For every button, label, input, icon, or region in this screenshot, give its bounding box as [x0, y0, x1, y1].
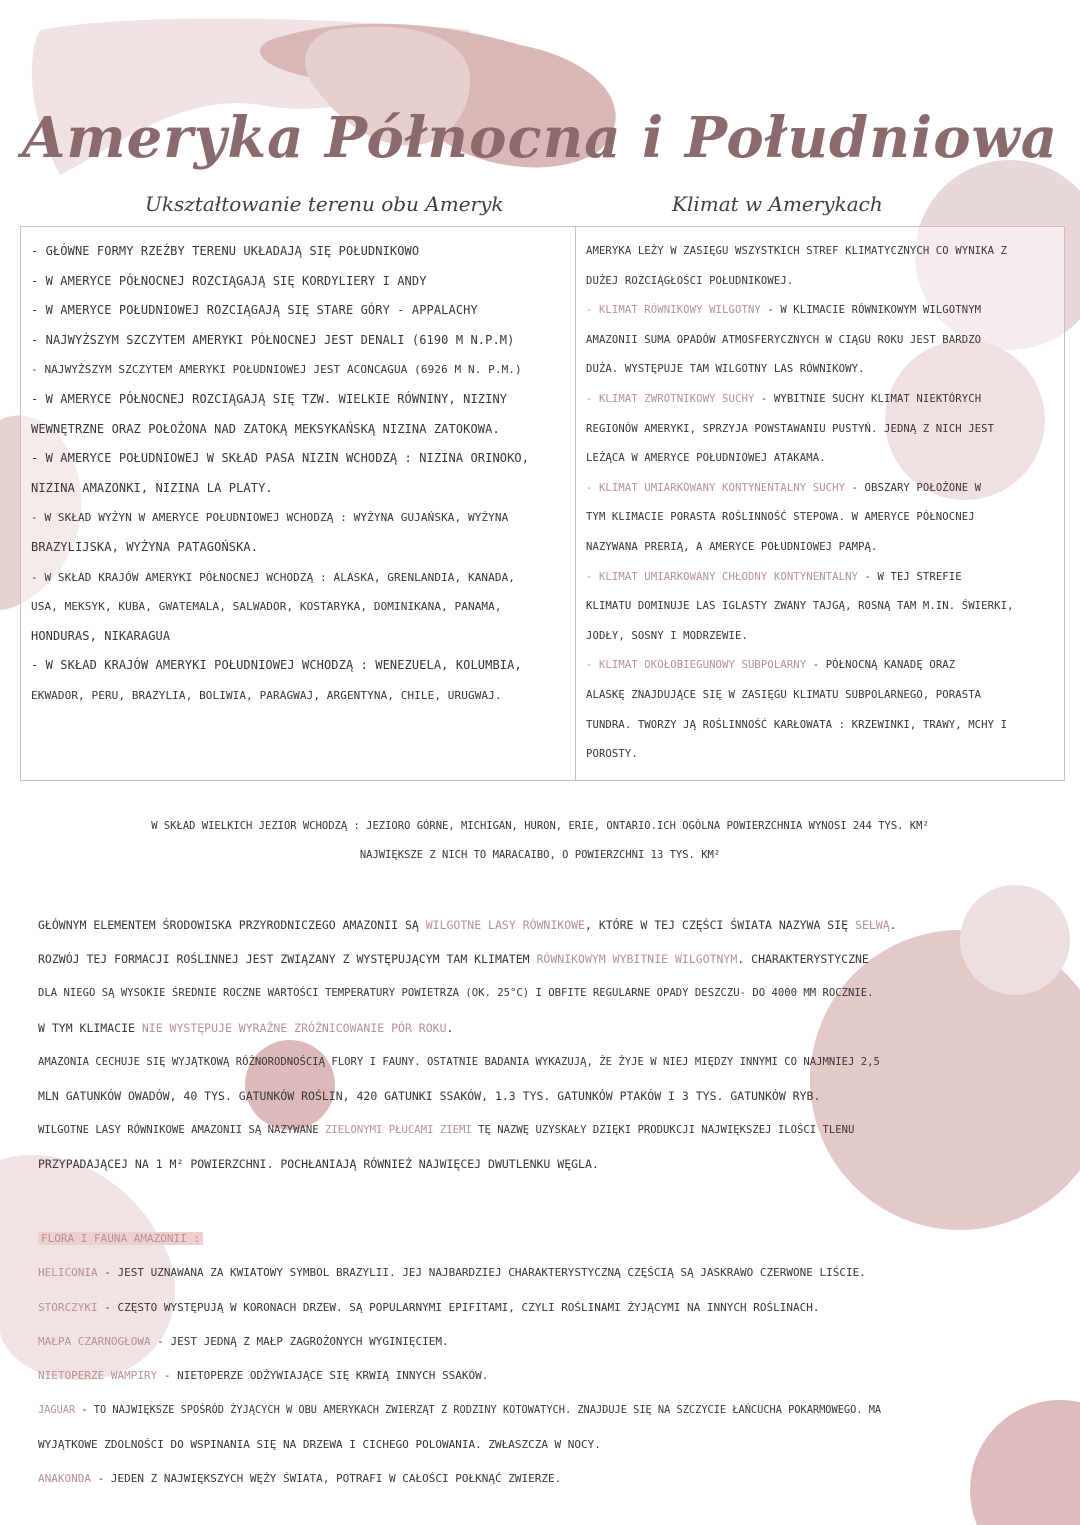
- climate-list: [586, 237, 1058, 770]
- terrain-line: - NAJWYŻSZYM SZCZYTEM AMERYKI POŁUDNIOWEJ JEST ACONCAGUA (6926 M N. P.M.): [31, 363, 522, 377]
- terrain-line: - NAJWYŻSZYM SZCZYTEM AMERYKI PÓŁNOCNEJ JEST DENALI (6190 M N.P.M): [31, 332, 515, 347]
- flora-item: ANAKONDA - JEDEN Z NAJWIĘKSZYCH WĘŻY ŚWIATA, POTRAFI W CAŁOŚCI POŁKNĄĆ ZWIERZE.: [38, 1472, 562, 1486]
- flora-item: WYJĄTKOWE ZDOLNOŚCI DO WSPINANIA SIĘ NA DRZEWA I CICHEGO POLOWANIA. ZWŁASZCZA W NOCY.: [38, 1437, 601, 1451]
- flora-item: STORCZYKI - CZĘSTO WYSTĘPUJĄ W KORONACH DRZEW. SĄ POPULARNYMI EPIFITAMI, CZYLI ROŚLINAMI ŻYJĄCYMI NA INNYCH ROŚLINACH.: [38, 1300, 820, 1314]
- climate-line: JODŁY, SOSNY I MODRZEWIE.: [586, 629, 748, 642]
- climate-line: - KLIMAT RÓWNIKOWY WILGOTNY - W KLIMACIE RÓWNIKOWYM WILGOTNYM: [586, 304, 982, 317]
- climate-line: - KLIMAT OKOŁOBIEGUNOWY SUBPOLARNY - PÓŁNOCNĄ KANADĘ ORAZ: [586, 659, 956, 672]
- climate-line: KLIMATU DOMINUJE LAS IGLASTY ZWANY TAJGĄ, ROSNĄ TAM M.IN. ŚWIERKI,: [586, 600, 1014, 613]
- climate-line: LEŻĄCA W AMERYCE POŁUDNIOWEJ ATAKAMA.: [586, 452, 826, 465]
- flora-item: JAGUAR - TO NAJWIĘKSZE SPOŚRÓD ŻYJĄCYCH W OBU AMERYKACH ZWIERZĄT Z RODZINY KOTOWATYCH. ZNAJDUJE SIĘ NA SZCZYCIE ŁAŃCUCHA POKARMOWEGO. MA: [38, 1404, 882, 1417]
- terrain-line: - W AMERYCE POŁUDNIOWEJ ROZCIĄGAJĄ SIĘ STARE GÓRY - APPALACHY: [31, 303, 478, 318]
- climate-name: - KLIMAT OKOŁOBIEGUNOWY SUBPOLARNY: [586, 659, 807, 672]
- climate-line: DUŻEJ ROZCIĄGŁOŚCI POŁUDNIKOWEJ.: [586, 274, 794, 287]
- lakes-line: W SKŁAD WIELKICH JEZIOR WCHODZĄ : JEZIORO GÓRNE, MICHIGAN, HURON, ERIE, ONTARIO.ICH OGÓLNA POWIERZCHNIA WYNOSI 244 TYS. KM²: [151, 820, 929, 832]
- terrain-line: HONDURAS, NIKARAGUA: [31, 628, 171, 643]
- great-lakes-text: [60, 812, 1020, 870]
- climate-line: - KLIMAT UMIARKOWANY CHŁODNY KONTYNENTALNY - W TEJ STREFIE: [586, 570, 962, 583]
- terrain-line: USA, MEKSYK, KUBA, GWATEMALA, SALWADOR, KOSTARYKA, DOMINIKANA, PANAMA,: [31, 600, 502, 614]
- terrain-line: - W SKŁAD KRAJÓW AMERYKI POŁUDNIOWEJ WCHODZĄ : WENEZUELA, KOLUMBIA,: [31, 658, 522, 673]
- lakes-line: NAJWIĘKSZE Z NICH TO MARACAIBO, O POWIERZCHNI 13 TYS. KM²: [359, 849, 721, 861]
- climate-line: TUNDRA. TWORZY JĄ ROŚLINNOŚĆ KARŁOWATA : KRZEWINKI, TRAWY, MCHY I: [586, 718, 1008, 731]
- terrain-line: NIZINA AMAZONKI, NIZINA LA PLATY.: [31, 480, 273, 495]
- flora-heading: FLORA I FAUNA AMAZONII :: [38, 1232, 203, 1245]
- right-column-heading: Klimat w Amerykach: [672, 192, 883, 216]
- flora-fauna-section: [38, 1222, 1028, 1496]
- highlight-term: ZIELONYMI PŁUCAMI ZIEMI: [325, 1124, 472, 1137]
- terrain-line: WEWNĘTRZNE ORAZ POŁOŻONA NAD ZATOKĄ MEKSYKAŃSKĄ NIZINA ZATOKOWA.: [31, 421, 500, 436]
- highlight-term: NIE WYSTĘPUJE WYRAŹNE ZRÓŻNICOWANIE PÓR ROKU: [141, 1020, 447, 1035]
- terrain-box: [20, 226, 576, 781]
- climate-line: - KLIMAT ZWROTNIKOWY SUCHY - WYBITNIE SUCHY KLIMAT NIEKTÓRYCH: [586, 392, 982, 405]
- climate-name: - KLIMAT ZWROTNIKOWY SUCHY: [586, 392, 755, 405]
- climate-line: ALASKĘ ZNAJDUJĄCE SIĘ W ZASIĘGU KLIMATU SUBPOLARNEGO, PORASTA: [586, 688, 982, 701]
- terrain-line: - W SKŁAD WYŻYN W AMERYCE POŁUDNIOWEJ WCHODZĄ : WYŻYNA GUJAŃSKA, WYŻYNA: [31, 511, 509, 525]
- terrain-line: BRAZYLIJSKA, WYŻYNA PATAGOŃSKA.: [31, 539, 259, 554]
- climate-name: - KLIMAT UMIARKOWANY KONTYNENTALNY SUCHY: [586, 481, 846, 494]
- flora-item: MAŁPA CZARNOGŁOWA - JEST JEDNĄ Z MAŁP ZAGROŻONYCH WYGINIĘCIEM.: [38, 1334, 449, 1348]
- climate-name: - KLIMAT UMIARKOWANY CHŁODNY KONTYNENTALNY: [586, 570, 859, 583]
- climate-name: - KLIMAT RÓWNIKOWY WILGOTNY: [586, 304, 761, 317]
- flora-item: HELICONIA - JEST UZNAWANA ZA KWIATOWY SYMBOL BRAZYLII. JEJ NAJBARDZIEJ CHARAKTERYSTYCZNĄ CZĘŚCIĄ SĄ JASKRAWO CZERWONE LIŚCIE.: [38, 1266, 866, 1280]
- climate-line: TYM KLIMACIE PORASTA ROŚLINNOŚĆ STEPOWA. W AMERYCE PÓŁNOCNEJ: [586, 511, 975, 524]
- terrain-line: EKWADOR, PERU, BRAZYLIA, BOLIWIA, PARAGWAJ, ARGENTYNA, CHILE, URUGWAJ.: [31, 688, 502, 702]
- climate-box: [575, 226, 1065, 781]
- climate-line: POROSTY.: [586, 748, 638, 761]
- flora-item: NIETOPERZE WAMPIRY - NIETOPERZE ODŻYWIAJĄCE SIĘ KRWIĄ INNYCH SSAKÓW.: [38, 1369, 489, 1383]
- highlight-term: SELWĄ: [855, 918, 890, 932]
- left-column-heading: Ukształtowanie terenu obu Ameryk: [145, 192, 504, 216]
- climate-line: - KLIMAT UMIARKOWANY KONTYNENTALNY SUCHY - OBSZARY POŁOŻONE W: [586, 481, 982, 494]
- terrain-line: - W AMERYCE PÓŁNOCNEJ ROZCIĄGAJĄ SIĘ KORDYLIERY I ANDY: [31, 273, 427, 288]
- terrain-line: - GŁÓWNE FORMY RZEŹBY TERENU UKŁADAJĄ SIĘ POŁUDNIKOWO: [31, 244, 420, 258]
- terrain-list: [31, 237, 571, 711]
- climate-line: AMERYKA LEŻY W ZASIĘGU WSZYSTKICH STREF KLIMATYCZNYCH CO WYNIKA Z: [586, 245, 1008, 257]
- climate-line: NAZYWANA PRERIĄ, A AMERYCE POŁUDNIOWEJ PAMPĄ.: [586, 540, 878, 553]
- climate-line: DUŻA. WYSTĘPUJE TAM WILGOTNY LAS RÓWNIKOWY.: [586, 363, 865, 376]
- terrain-line: - W SKŁAD KRAJÓW AMERYKI PÓŁNOCNEJ WCHODZĄ : ALASKA, GRENLANDIA, KANADA,: [31, 570, 516, 584]
- terrain-line: - W AMERYCE PÓŁNOCNEJ ROZCIĄGAJĄ SIĘ TZW. WIELKIE RÓWNINY, NIZINY: [31, 391, 508, 406]
- climate-line: AMAZONII SUMA OPADÓW ATMOSFERYCZNYCH W CIĄGU ROKU JEST BARDZO: [586, 333, 982, 346]
- terrain-line: - W AMERYCE POŁUDNIOWEJ W SKŁAD PASA NIZIN WCHODZĄ : NIZINA ORINOKO,: [31, 451, 530, 466]
- amazon-paragraph: GŁÓWNYM ELEMENTEM ŚRODOWISKA PRZYRODNICZEGO AMAZONII SĄ WILGOTNE LASY RÓWNIKOWE, KTÓRE W TEJ CZĘŚCI ŚWIATA NAZYWA SIĘ SELWĄ. ROZWÓJ TEJ FORMACJI ROŚLINNEJ JEST ZWIĄZANY Z WYSTĘPUJĄCYM TAM KLIMATEM RÓWNIKOWYM WYBITNIE WILGOTNYM. CHARAKTERYSTYCZNE DLA NIEGO SĄ WYSOKIE ŚREDNIE ROCZNE WARTOŚCI TEMPERATURY POWIETRZA (OK. 25°C) I OBFITE REGULARNE OPADY DESZCZU- DO 4000 MM ROCZNIE. W TYM KLIMACIE NIE WYSTĘPUJE WYRAŹNE ZRÓŻNICOWANIE PÓR ROKU. AMAZONIA CECHUJE SIĘ WYJĄTKOWĄ RÓŻNORODNOŚCIĄ FLORY I FAUNY. OSTATNIE BADANIA WYKAZUJĄ, ŻE ŻYJE W NIEJ MIĘDZY INNYMI CO NAJMNIEJ 2,5 MLN GATUNKÓW OWADÓW, 40 TYS. GATUNKÓW ROŚLIN, 420 GATUNKI SSAKÓW, 1.3 TYS. GATUNKÓW PTAKÓW I 3 TYS. GATUNKÓW RYB. WILGOTNE LASY RÓWNIKOWE AMAZONII SĄ NAZYWANE ZIELONYMI PŁUCAMI ZIEMI TĘ NAZWĘ UZYSKAŁY DZIĘKI PRODUKCJI NAJWIĘKSZEJ ILOŚCI TLENU PRZYPADAJĄCEJ NA 1 M² POWIERZCHNI. POCHŁANIAJĄ RÓWNIEŻ NAJWIĘCEJ DWUTLENKU WĘGLA.: [38, 918, 897, 1172]
- highlight-term: RÓWNIKOWYM WYBITNIE WILGOTNYM: [536, 952, 738, 967]
- climate-line: REGIONÓW AMERYKI, SPRZYJA POWSTAWANIU PUSTYŃ. JEDNĄ Z NICH JEST: [586, 422, 995, 435]
- highlight-term: WILGOTNE LASY RÓWNIKOWE: [425, 918, 585, 932]
- page-title: Ameryka Północna i Południowa: [21, 105, 1059, 171]
